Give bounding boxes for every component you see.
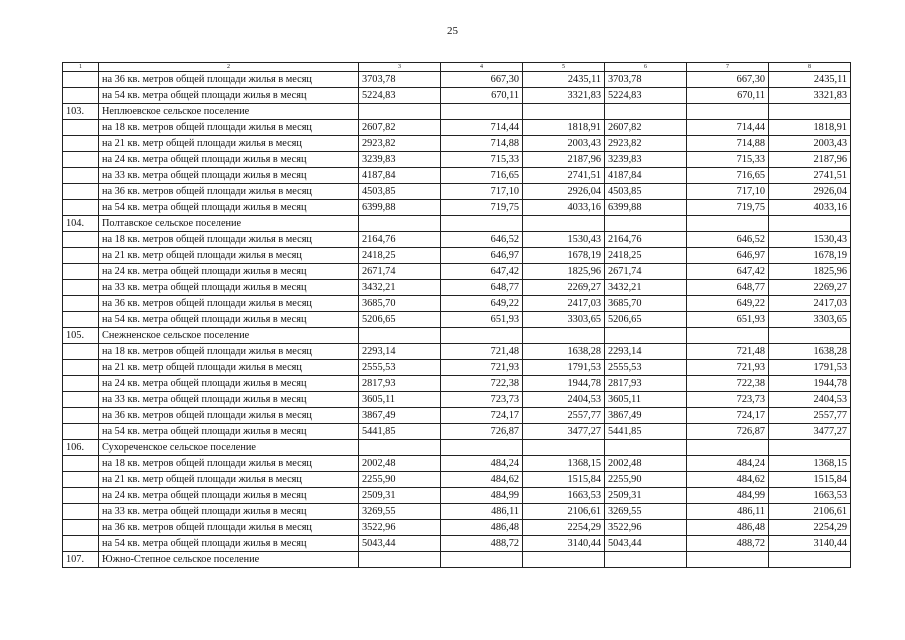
value-cell-col7: 726,87	[687, 424, 769, 440]
column-header: 8	[769, 63, 851, 72]
value-cell-col4: 715,33	[441, 152, 523, 168]
row-number	[63, 264, 99, 280]
value-cell-col6: 3605,11	[605, 392, 687, 408]
value-cell-col4: 724,17	[441, 408, 523, 424]
value-cell-col3: 4503,85	[359, 184, 441, 200]
value-cell-col3: 2817,93	[359, 376, 441, 392]
value-cell-col3: 3685,70	[359, 296, 441, 312]
value-cell-col7	[687, 552, 769, 568]
value-cell-col6: 2607,82	[605, 120, 687, 136]
value-cell-col5: 2106,61	[523, 504, 605, 520]
value-cell-col8: 2404,53	[769, 392, 851, 408]
row-label: на 24 кв. метра общей площади жилья в месяц	[99, 264, 359, 280]
value-cell-col7: 484,24	[687, 456, 769, 472]
row-label: на 18 кв. метров общей площади жилья в месяц	[99, 344, 359, 360]
value-cell-col8	[769, 104, 851, 120]
row-number	[63, 88, 99, 104]
value-cell-col8: 2254,29	[769, 520, 851, 536]
value-cell-col4: 723,73	[441, 392, 523, 408]
value-cell-col4: 646,97	[441, 248, 523, 264]
value-cell-col6: 2164,76	[605, 232, 687, 248]
value-cell-col3: 4187,84	[359, 168, 441, 184]
value-cell-col3: 5043,44	[359, 536, 441, 552]
value-cell-col7	[687, 328, 769, 344]
row-number	[63, 152, 99, 168]
column-header: 1	[63, 63, 99, 72]
value-cell-col4: 651,93	[441, 312, 523, 328]
value-cell-col3	[359, 440, 441, 456]
table-row	[63, 136, 851, 152]
value-cell-col7: 647,42	[687, 264, 769, 280]
value-cell-col5: 2254,29	[523, 520, 605, 536]
row-number	[63, 184, 99, 200]
value-cell-col7: 486,11	[687, 504, 769, 520]
table-row	[63, 312, 851, 328]
settlement-name: Сухореченское сельское поселение	[99, 440, 359, 456]
value-cell-col4: 714,44	[441, 120, 523, 136]
value-cell-col3: 3605,11	[359, 392, 441, 408]
table-row	[63, 200, 851, 216]
row-number: 103.	[63, 104, 99, 120]
table-row	[63, 120, 851, 136]
table-row	[63, 248, 851, 264]
settlement-name: Снежненское сельское поселение	[99, 328, 359, 344]
value-cell-col8: 3140,44	[769, 536, 851, 552]
value-cell-col5: 1791,53	[523, 360, 605, 376]
value-cell-col4: 716,65	[441, 168, 523, 184]
value-cell-col8: 2187,96	[769, 152, 851, 168]
value-cell-col3: 2923,82	[359, 136, 441, 152]
value-cell-col5: 2557,77	[523, 408, 605, 424]
value-cell-col3: 2418,25	[359, 248, 441, 264]
value-cell-col4: 486,48	[441, 520, 523, 536]
row-label: на 54 кв. метра общей площади жилья в месяц	[99, 424, 359, 440]
value-cell-col3: 2555,53	[359, 360, 441, 376]
column-header: 6	[605, 63, 687, 72]
value-cell-col7: 649,22	[687, 296, 769, 312]
row-number: 105.	[63, 328, 99, 344]
value-cell-col8: 2417,03	[769, 296, 851, 312]
page-number: 25	[447, 25, 458, 37]
value-cell-col7: 719,75	[687, 200, 769, 216]
table-row	[63, 456, 851, 472]
value-cell-col4	[441, 216, 523, 232]
row-number: 107.	[63, 552, 99, 568]
value-cell-col4: 648,77	[441, 280, 523, 296]
row-label: на 21 кв. метр общей площади жилья в месяц	[99, 472, 359, 488]
value-cell-col8: 1825,96	[769, 264, 851, 280]
value-cell-col5: 1825,96	[523, 264, 605, 280]
value-cell-col6	[605, 440, 687, 456]
row-label: на 21 кв. метр общей площади жилья в месяц	[99, 248, 359, 264]
value-cell-col6: 2255,90	[605, 472, 687, 488]
column-header: 2	[99, 63, 359, 72]
value-cell-col6: 2509,31	[605, 488, 687, 504]
settlement-row	[63, 552, 851, 568]
value-cell-col6	[605, 216, 687, 232]
value-cell-col7: 484,62	[687, 472, 769, 488]
row-label: на 18 кв. метров общей площади жилья в месяц	[99, 232, 359, 248]
value-cell-col4	[441, 104, 523, 120]
table-row	[63, 264, 851, 280]
value-cell-col3: 5206,65	[359, 312, 441, 328]
row-label: на 21 кв. метр общей площади жилья в месяц	[99, 360, 359, 376]
row-label: на 33 кв. метра общей площади жилья в месяц	[99, 168, 359, 184]
value-cell-col4: 484,99	[441, 488, 523, 504]
value-cell-col4: 721,93	[441, 360, 523, 376]
value-cell-col7: 646,52	[687, 232, 769, 248]
row-label: на 36 кв. метров общей площади жилья в месяц	[99, 184, 359, 200]
table-row	[63, 296, 851, 312]
value-cell-col5: 2003,43	[523, 136, 605, 152]
value-cell-col3: 5441,85	[359, 424, 441, 440]
value-cell-col5: 3321,83	[523, 88, 605, 104]
row-number	[63, 168, 99, 184]
value-cell-col3: 3522,96	[359, 520, 441, 536]
table-row	[63, 504, 851, 520]
value-cell-col6	[605, 328, 687, 344]
row-number	[63, 136, 99, 152]
row-number	[63, 72, 99, 88]
row-number	[63, 360, 99, 376]
value-cell-col6: 2555,53	[605, 360, 687, 376]
value-cell-col3: 3867,49	[359, 408, 441, 424]
value-cell-col5	[523, 328, 605, 344]
row-label: на 54 кв. метра общей площади жилья в месяц	[99, 536, 359, 552]
value-cell-col5	[523, 552, 605, 568]
row-number	[63, 232, 99, 248]
value-cell-col4: 722,38	[441, 376, 523, 392]
settlement-row	[63, 216, 851, 232]
value-cell-col8: 2926,04	[769, 184, 851, 200]
row-label: на 24 кв. метра общей площади жилья в месяц	[99, 376, 359, 392]
row-label: на 18 кв. метров общей площади жилья в месяц	[99, 120, 359, 136]
row-number	[63, 456, 99, 472]
row-label: на 36 кв. метров общей площади жилья в месяц	[99, 520, 359, 536]
column-header: 3	[359, 63, 441, 72]
row-label: на 18 кв. метров общей площади жилья в месяц	[99, 456, 359, 472]
table-row	[63, 280, 851, 296]
value-cell-col4: 670,11	[441, 88, 523, 104]
table-row	[63, 152, 851, 168]
value-cell-col8: 1515,84	[769, 472, 851, 488]
value-cell-col6: 2923,82	[605, 136, 687, 152]
table-row	[63, 376, 851, 392]
table-row	[63, 168, 851, 184]
value-cell-col5: 4033,16	[523, 200, 605, 216]
value-cell-col6: 5224,83	[605, 88, 687, 104]
value-cell-col5: 2269,27	[523, 280, 605, 296]
value-cell-col7: 724,17	[687, 408, 769, 424]
value-cell-col7: 670,11	[687, 88, 769, 104]
value-cell-col3: 2671,74	[359, 264, 441, 280]
value-cell-col7: 714,44	[687, 120, 769, 136]
row-number	[63, 392, 99, 408]
value-cell-col5: 3477,27	[523, 424, 605, 440]
row-label: на 36 кв. метров общей площади жилья в месяц	[99, 296, 359, 312]
value-cell-col4: 714,88	[441, 136, 523, 152]
row-label: на 33 кв. метра общей площади жилья в месяц	[99, 280, 359, 296]
value-cell-col7: 667,30	[687, 72, 769, 88]
value-cell-col8: 1663,53	[769, 488, 851, 504]
value-cell-col7: 646,97	[687, 248, 769, 264]
table-row	[63, 424, 851, 440]
value-cell-col7: 722,38	[687, 376, 769, 392]
value-cell-col3: 2255,90	[359, 472, 441, 488]
value-cell-col4: 646,52	[441, 232, 523, 248]
value-cell-col8: 4033,16	[769, 200, 851, 216]
value-cell-col8: 1678,19	[769, 248, 851, 264]
value-cell-col7: 716,65	[687, 168, 769, 184]
value-cell-col6: 5043,44	[605, 536, 687, 552]
value-cell-col3	[359, 104, 441, 120]
value-cell-col5: 3140,44	[523, 536, 605, 552]
column-header-row	[63, 63, 851, 72]
value-cell-col7: 714,88	[687, 136, 769, 152]
value-cell-col8: 2557,77	[769, 408, 851, 424]
value-cell-col5: 2187,96	[523, 152, 605, 168]
row-number	[63, 488, 99, 504]
value-cell-col6: 6399,88	[605, 200, 687, 216]
value-cell-col3: 5224,83	[359, 88, 441, 104]
table-row	[63, 72, 851, 88]
value-cell-col8: 2435,11	[769, 72, 851, 88]
row-label: на 33 кв. метра общей площади жилья в месяц	[99, 392, 359, 408]
value-cell-col3: 6399,88	[359, 200, 441, 216]
row-label: на 21 кв. метр общей площади жилья в месяц	[99, 136, 359, 152]
settlement-name: Полтавское сельское поселение	[99, 216, 359, 232]
tariff-table-body	[63, 63, 851, 568]
table-row	[63, 88, 851, 104]
row-number	[63, 520, 99, 536]
value-cell-col6: 2671,74	[605, 264, 687, 280]
value-cell-col4	[441, 440, 523, 456]
column-header: 4	[441, 63, 523, 72]
row-label: на 54 кв. метра общей площади жилья в месяц	[99, 200, 359, 216]
row-number: 106.	[63, 440, 99, 456]
value-cell-col8: 2741,51	[769, 168, 851, 184]
value-cell-col4	[441, 552, 523, 568]
value-cell-col3: 3703,78	[359, 72, 441, 88]
value-cell-col3	[359, 328, 441, 344]
value-cell-col4: 488,72	[441, 536, 523, 552]
value-cell-col8: 3477,27	[769, 424, 851, 440]
value-cell-col7: 488,72	[687, 536, 769, 552]
value-cell-col5: 2926,04	[523, 184, 605, 200]
table-row	[63, 488, 851, 504]
value-cell-col8: 1791,53	[769, 360, 851, 376]
row-number	[63, 504, 99, 520]
value-cell-col6: 3867,49	[605, 408, 687, 424]
row-number	[63, 344, 99, 360]
value-cell-col3	[359, 552, 441, 568]
table-row	[63, 360, 851, 376]
column-header: 7	[687, 63, 769, 72]
row-number	[63, 472, 99, 488]
value-cell-col6: 2002,48	[605, 456, 687, 472]
value-cell-col8: 2003,43	[769, 136, 851, 152]
value-cell-col5: 1530,43	[523, 232, 605, 248]
value-cell-col6	[605, 104, 687, 120]
table-row	[63, 392, 851, 408]
value-cell-col4: 721,48	[441, 344, 523, 360]
value-cell-col5: 2417,03	[523, 296, 605, 312]
value-cell-col7	[687, 440, 769, 456]
tariff-table	[62, 62, 851, 568]
settlement-name: Неплюевское сельское поселение	[99, 104, 359, 120]
value-cell-col8	[769, 440, 851, 456]
value-cell-col7: 721,93	[687, 360, 769, 376]
column-header: 5	[523, 63, 605, 72]
value-cell-col7: 651,93	[687, 312, 769, 328]
row-number	[63, 376, 99, 392]
value-cell-col6: 2418,25	[605, 248, 687, 264]
value-cell-col7: 648,77	[687, 280, 769, 296]
table-row	[63, 184, 851, 200]
table-row	[63, 344, 851, 360]
value-cell-col7: 721,48	[687, 344, 769, 360]
value-cell-col5: 1368,15	[523, 456, 605, 472]
value-cell-col5: 1678,19	[523, 248, 605, 264]
value-cell-col5: 1944,78	[523, 376, 605, 392]
value-cell-col4	[441, 328, 523, 344]
value-cell-col6: 3239,83	[605, 152, 687, 168]
value-cell-col4: 667,30	[441, 72, 523, 88]
value-cell-col8: 1638,28	[769, 344, 851, 360]
value-cell-col7: 486,48	[687, 520, 769, 536]
value-cell-col7: 723,73	[687, 392, 769, 408]
settlement-row	[63, 328, 851, 344]
settlement-row	[63, 440, 851, 456]
value-cell-col4: 726,87	[441, 424, 523, 440]
row-number: 104.	[63, 216, 99, 232]
settlement-row	[63, 104, 851, 120]
value-cell-col6: 3703,78	[605, 72, 687, 88]
table-row	[63, 472, 851, 488]
row-number	[63, 280, 99, 296]
value-cell-col6: 3522,96	[605, 520, 687, 536]
value-cell-col3: 2607,82	[359, 120, 441, 136]
value-cell-col4: 647,42	[441, 264, 523, 280]
value-cell-col4: 719,75	[441, 200, 523, 216]
value-cell-col7: 717,10	[687, 184, 769, 200]
value-cell-col6: 3269,55	[605, 504, 687, 520]
value-cell-col5: 2741,51	[523, 168, 605, 184]
value-cell-col3: 3432,21	[359, 280, 441, 296]
row-number	[63, 248, 99, 264]
value-cell-col8: 3321,83	[769, 88, 851, 104]
value-cell-col5: 2435,11	[523, 72, 605, 88]
row-number	[63, 200, 99, 216]
value-cell-col6: 2817,93	[605, 376, 687, 392]
table-row	[63, 232, 851, 248]
row-label: на 54 кв. метра общей площади жилья в месяц	[99, 88, 359, 104]
value-cell-col5	[523, 104, 605, 120]
value-cell-col6: 4187,84	[605, 168, 687, 184]
value-cell-col6: 3432,21	[605, 280, 687, 296]
row-number	[63, 536, 99, 552]
value-cell-col5: 3303,65	[523, 312, 605, 328]
value-cell-col8	[769, 328, 851, 344]
row-label: на 36 кв. метров общей площади жилья в месяц	[99, 72, 359, 88]
value-cell-col8: 1818,91	[769, 120, 851, 136]
value-cell-col3: 2002,48	[359, 456, 441, 472]
value-cell-col7: 484,99	[687, 488, 769, 504]
value-cell-col8: 3303,65	[769, 312, 851, 328]
table-row	[63, 536, 851, 552]
row-number	[63, 296, 99, 312]
value-cell-col3: 2164,76	[359, 232, 441, 248]
value-cell-col6: 5441,85	[605, 424, 687, 440]
value-cell-col5: 1663,53	[523, 488, 605, 504]
value-cell-col8: 1368,15	[769, 456, 851, 472]
table-row	[63, 408, 851, 424]
row-number	[63, 408, 99, 424]
row-label: на 24 кв. метра общей площади жилья в месяц	[99, 488, 359, 504]
value-cell-col3: 3239,83	[359, 152, 441, 168]
value-cell-col8: 1944,78	[769, 376, 851, 392]
value-cell-col8	[769, 216, 851, 232]
value-cell-col4: 649,22	[441, 296, 523, 312]
value-cell-col4: 486,11	[441, 504, 523, 520]
value-cell-col3: 2509,31	[359, 488, 441, 504]
value-cell-col8	[769, 552, 851, 568]
row-label: на 24 кв. метра общей площади жилья в месяц	[99, 152, 359, 168]
value-cell-col4: 484,24	[441, 456, 523, 472]
row-number	[63, 312, 99, 328]
row-label: на 54 кв. метра общей площади жилья в месяц	[99, 312, 359, 328]
value-cell-col3: 3269,55	[359, 504, 441, 520]
value-cell-col7: 715,33	[687, 152, 769, 168]
value-cell-col5: 1818,91	[523, 120, 605, 136]
value-cell-col5	[523, 216, 605, 232]
value-cell-col8: 2269,27	[769, 280, 851, 296]
value-cell-col6: 5206,65	[605, 312, 687, 328]
row-number	[63, 120, 99, 136]
value-cell-col5	[523, 440, 605, 456]
value-cell-col6	[605, 552, 687, 568]
value-cell-col6: 4503,85	[605, 184, 687, 200]
value-cell-col4: 484,62	[441, 472, 523, 488]
value-cell-col7	[687, 216, 769, 232]
table-row	[63, 520, 851, 536]
value-cell-col7	[687, 104, 769, 120]
row-label: на 33 кв. метра общей площади жилья в месяц	[99, 504, 359, 520]
value-cell-col4: 717,10	[441, 184, 523, 200]
value-cell-col8: 2106,61	[769, 504, 851, 520]
row-number	[63, 424, 99, 440]
row-label: на 36 кв. метров общей площади жилья в месяц	[99, 408, 359, 424]
value-cell-col8: 1530,43	[769, 232, 851, 248]
value-cell-col5: 1638,28	[523, 344, 605, 360]
value-cell-col6: 3685,70	[605, 296, 687, 312]
value-cell-col3	[359, 216, 441, 232]
value-cell-col5: 2404,53	[523, 392, 605, 408]
settlement-name: Южно-Степное сельское поселение	[99, 552, 359, 568]
value-cell-col6: 2293,14	[605, 344, 687, 360]
value-cell-col5: 1515,84	[523, 472, 605, 488]
value-cell-col3: 2293,14	[359, 344, 441, 360]
